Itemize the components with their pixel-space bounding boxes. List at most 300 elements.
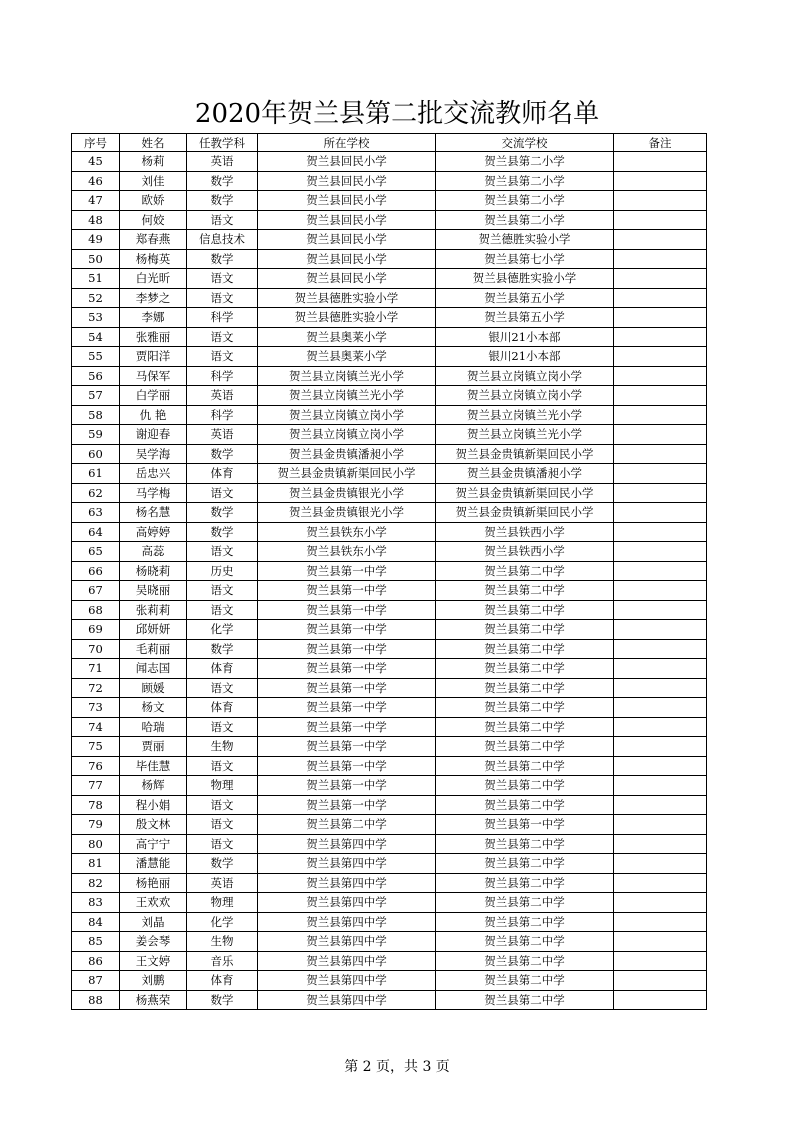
cell-name: 杨梅英 [120, 249, 187, 269]
cell-subject: 数学 [187, 444, 258, 464]
cell-remarks [614, 971, 707, 991]
cell-number: 64 [72, 522, 120, 542]
cell-subject: 物理 [187, 776, 258, 796]
cell-current-school: 贺兰县第四中学 [258, 912, 436, 932]
cell-subject: 数学 [187, 249, 258, 269]
cell-number: 66 [72, 561, 120, 581]
cell-number: 78 [72, 795, 120, 815]
cell-exchange-school: 贺兰县第二中学 [436, 834, 614, 854]
cell-name: 高宁宁 [120, 834, 187, 854]
cell-subject: 数学 [187, 639, 258, 659]
cell-exchange-school: 贺兰县第二中学 [436, 854, 614, 874]
cell-number: 71 [72, 659, 120, 679]
cell-remarks [614, 386, 707, 406]
cell-name: 殷文林 [120, 815, 187, 835]
cell-current-school: 贺兰县奥莱小学 [258, 327, 436, 347]
table-row [72, 230, 707, 250]
cell-remarks [614, 600, 707, 620]
cell-current-school: 贺兰县回民小学 [258, 210, 436, 230]
cell-exchange-school: 贺兰县金贵镇新渠回民小学 [436, 444, 614, 464]
cell-remarks [614, 366, 707, 386]
table-body [72, 152, 707, 1010]
cell-exchange-school: 贺兰县第二小学 [436, 210, 614, 230]
cell-name: 杨文 [120, 698, 187, 718]
cell-exchange-school: 贺兰县第二中学 [436, 620, 614, 640]
cell-remarks [614, 581, 707, 601]
cell-number: 82 [72, 873, 120, 893]
cell-exchange-school: 贺兰县第二中学 [436, 737, 614, 757]
cell-name: 高蕊 [120, 542, 187, 562]
table-row [72, 737, 707, 757]
cell-exchange-school: 贺兰县第五小学 [436, 288, 614, 308]
cell-remarks [614, 522, 707, 542]
cell-name: 张莉莉 [120, 600, 187, 620]
cell-exchange-school: 贺兰县第二中学 [436, 678, 614, 698]
cell-subject: 语文 [187, 756, 258, 776]
table-row [72, 249, 707, 269]
cell-name: 岳忠兴 [120, 464, 187, 484]
cell-exchange-school: 贺兰县第二中学 [436, 717, 614, 737]
cell-subject: 信息技术 [187, 230, 258, 250]
cell-current-school: 贺兰县第一中学 [258, 620, 436, 640]
cell-number: 51 [72, 269, 120, 289]
cell-number: 52 [72, 288, 120, 308]
cell-name: 刘晶 [120, 912, 187, 932]
cell-current-school: 贺兰县金贵镇新渠回民小学 [258, 464, 436, 484]
cell-subject: 语文 [187, 483, 258, 503]
cell-current-school: 贺兰县回民小学 [258, 269, 436, 289]
table-row [72, 912, 707, 932]
cell-name: 哈瑞 [120, 717, 187, 737]
cell-exchange-school: 贺兰县第二中学 [436, 795, 614, 815]
cell-subject: 英语 [187, 386, 258, 406]
cell-name: 毛莉丽 [120, 639, 187, 659]
cell-number: 48 [72, 210, 120, 230]
cell-name: 仇 艳 [120, 405, 187, 425]
cell-current-school: 贺兰县第一中学 [258, 639, 436, 659]
cell-name: 王欢欢 [120, 893, 187, 913]
cell-exchange-school: 贺兰县金贵镇潘昶小学 [436, 464, 614, 484]
cell-subject: 英语 [187, 873, 258, 893]
cell-number: 86 [72, 951, 120, 971]
cell-exchange-school: 贺兰县德胜实验小学 [436, 269, 614, 289]
cell-subject: 语文 [187, 600, 258, 620]
cell-name: 吴学海 [120, 444, 187, 464]
cell-exchange-school: 贺兰县金贵镇新渠回民小学 [436, 503, 614, 523]
table-row [72, 210, 707, 230]
cell-current-school: 贺兰县第四中学 [258, 932, 436, 952]
cell-subject: 化学 [187, 620, 258, 640]
cell-number: 65 [72, 542, 120, 562]
cell-number: 84 [72, 912, 120, 932]
header-remarks: 备注 [614, 134, 707, 152]
cell-current-school: 贺兰县第一中学 [258, 678, 436, 698]
table-row [72, 620, 707, 640]
cell-current-school: 贺兰县第一中学 [258, 561, 436, 581]
cell-name: 马保军 [120, 366, 187, 386]
table-row [72, 795, 707, 815]
cell-remarks [614, 795, 707, 815]
cell-subject: 体育 [187, 659, 258, 679]
cell-remarks [614, 698, 707, 718]
cell-remarks [614, 737, 707, 757]
cell-number: 62 [72, 483, 120, 503]
cell-name: 郑春燕 [120, 230, 187, 250]
cell-number: 50 [72, 249, 120, 269]
cell-current-school: 贺兰县第四中学 [258, 834, 436, 854]
cell-exchange-school: 贺兰德胜实验小学 [436, 230, 614, 250]
cell-subject: 数学 [187, 191, 258, 211]
cell-name: 杨辉 [120, 776, 187, 796]
cell-number: 60 [72, 444, 120, 464]
table-row [72, 327, 707, 347]
cell-subject: 数学 [187, 171, 258, 191]
table-row [72, 873, 707, 893]
cell-number: 56 [72, 366, 120, 386]
cell-remarks [614, 152, 707, 172]
cell-exchange-school: 贺兰县第一中学 [436, 815, 614, 835]
cell-remarks [614, 678, 707, 698]
table-row [72, 561, 707, 581]
cell-remarks [614, 269, 707, 289]
cell-number: 47 [72, 191, 120, 211]
cell-number: 67 [72, 581, 120, 601]
cell-remarks [614, 776, 707, 796]
cell-name: 邱妍妍 [120, 620, 187, 640]
cell-exchange-school: 贺兰县立岗镇兰光小学 [436, 425, 614, 445]
cell-remarks [614, 561, 707, 581]
cell-subject: 科学 [187, 405, 258, 425]
cell-name: 李梦之 [120, 288, 187, 308]
cell-current-school: 贺兰县回民小学 [258, 230, 436, 250]
cell-exchange-school: 贺兰县第二中学 [436, 776, 614, 796]
cell-name: 程小娟 [120, 795, 187, 815]
cell-exchange-school: 贺兰县第二小学 [436, 152, 614, 172]
cell-current-school: 贺兰县第一中学 [258, 756, 436, 776]
cell-subject: 语文 [187, 581, 258, 601]
cell-subject: 数学 [187, 854, 258, 874]
table-row [72, 503, 707, 523]
cell-current-school: 贺兰县第一中学 [258, 659, 436, 679]
table-row [72, 386, 707, 406]
header-subject: 任教学科 [187, 134, 258, 152]
cell-current-school: 贺兰县回民小学 [258, 191, 436, 211]
cell-remarks [614, 327, 707, 347]
cell-exchange-school: 贺兰县立岗镇兰光小学 [436, 405, 614, 425]
cell-remarks [614, 405, 707, 425]
cell-current-school: 贺兰县第四中学 [258, 873, 436, 893]
cell-name: 杨燕荣 [120, 990, 187, 1010]
table-row [72, 990, 707, 1010]
table-row [72, 483, 707, 503]
cell-remarks [614, 483, 707, 503]
cell-number: 75 [72, 737, 120, 757]
table-row [72, 932, 707, 952]
cell-exchange-school: 贺兰县第二中学 [436, 561, 614, 581]
table-row [72, 951, 707, 971]
cell-current-school: 贺兰县第四中学 [258, 951, 436, 971]
cell-exchange-school: 贺兰县第二小学 [436, 171, 614, 191]
cell-name: 王文婷 [120, 951, 187, 971]
cell-exchange-school: 贺兰县第二中学 [436, 600, 614, 620]
cell-subject: 语文 [187, 834, 258, 854]
cell-exchange-school: 贺兰县第二中学 [436, 639, 614, 659]
cell-current-school: 贺兰县回民小学 [258, 249, 436, 269]
cell-subject: 物理 [187, 893, 258, 913]
cell-current-school: 贺兰县第四中学 [258, 893, 436, 913]
cell-remarks [614, 230, 707, 250]
teacher-roster-table [71, 133, 707, 1010]
cell-name: 张雅丽 [120, 327, 187, 347]
cell-name: 潘慧能 [120, 854, 187, 874]
cell-subject: 语文 [187, 815, 258, 835]
table-row [72, 756, 707, 776]
cell-remarks [614, 542, 707, 562]
cell-number: 79 [72, 815, 120, 835]
cell-current-school: 贺兰县立岗镇立岗小学 [258, 405, 436, 425]
cell-current-school: 贺兰县立岗镇兰光小学 [258, 366, 436, 386]
cell-remarks [614, 171, 707, 191]
cell-current-school: 贺兰县第一中学 [258, 737, 436, 757]
cell-name: 李娜 [120, 308, 187, 328]
table-row [72, 425, 707, 445]
cell-current-school: 贺兰县金贵镇银光小学 [258, 503, 436, 523]
cell-subject: 科学 [187, 366, 258, 386]
cell-name: 欧娇 [120, 191, 187, 211]
cell-current-school: 贺兰县第四中学 [258, 854, 436, 874]
cell-remarks [614, 659, 707, 679]
cell-number: 88 [72, 990, 120, 1010]
cell-current-school: 贺兰县第一中学 [258, 717, 436, 737]
table-row [72, 347, 707, 367]
cell-subject: 生物 [187, 737, 258, 757]
cell-current-school: 贺兰县德胜实验小学 [258, 288, 436, 308]
cell-number: 61 [72, 464, 120, 484]
cell-name: 贾丽 [120, 737, 187, 757]
cell-name: 贾阳洋 [120, 347, 187, 367]
cell-exchange-school: 贺兰县第二中学 [436, 971, 614, 991]
table-row [72, 815, 707, 835]
table-row [72, 971, 707, 991]
cell-subject: 数学 [187, 990, 258, 1010]
cell-exchange-school: 贺兰县第二中学 [436, 912, 614, 932]
cell-number: 72 [72, 678, 120, 698]
cell-exchange-school: 贺兰县第五小学 [436, 308, 614, 328]
cell-current-school: 贺兰县回民小学 [258, 152, 436, 172]
cell-current-school: 贺兰县第四中学 [258, 990, 436, 1010]
cell-remarks [614, 639, 707, 659]
cell-subject: 语文 [187, 288, 258, 308]
cell-subject: 体育 [187, 464, 258, 484]
cell-name: 谢迎春 [120, 425, 187, 445]
header-name: 姓名 [120, 134, 187, 152]
cell-number: 69 [72, 620, 120, 640]
cell-subject: 语文 [187, 795, 258, 815]
cell-name: 杨名慧 [120, 503, 187, 523]
cell-number: 80 [72, 834, 120, 854]
cell-remarks [614, 347, 707, 367]
cell-subject: 英语 [187, 425, 258, 445]
cell-remarks [614, 249, 707, 269]
cell-exchange-school: 贺兰县立岗镇立岗小学 [436, 366, 614, 386]
cell-remarks [614, 893, 707, 913]
cell-name: 白学丽 [120, 386, 187, 406]
cell-current-school: 贺兰县第一中学 [258, 698, 436, 718]
cell-number: 76 [72, 756, 120, 776]
cell-remarks [614, 756, 707, 776]
header-number: 序号 [72, 134, 120, 152]
cell-number: 63 [72, 503, 120, 523]
cell-subject: 语文 [187, 269, 258, 289]
cell-subject: 语文 [187, 327, 258, 347]
cell-subject: 语文 [187, 210, 258, 230]
cell-number: 74 [72, 717, 120, 737]
cell-remarks [614, 308, 707, 328]
cell-exchange-school: 贺兰县第二中学 [436, 873, 614, 893]
cell-remarks [614, 990, 707, 1010]
cell-number: 54 [72, 327, 120, 347]
table-row [72, 464, 707, 484]
cell-number: 87 [72, 971, 120, 991]
cell-name: 何姣 [120, 210, 187, 230]
cell-exchange-school: 贺兰县第二中学 [436, 951, 614, 971]
cell-exchange-school: 贺兰县第二中学 [436, 698, 614, 718]
table-row [72, 581, 707, 601]
cell-number: 53 [72, 308, 120, 328]
cell-name: 杨莉 [120, 152, 187, 172]
cell-name: 高婷婷 [120, 522, 187, 542]
table-row [72, 659, 707, 679]
cell-number: 85 [72, 932, 120, 952]
cell-number: 59 [72, 425, 120, 445]
table-row [72, 522, 707, 542]
table-row [72, 288, 707, 308]
cell-subject: 英语 [187, 152, 258, 172]
table-row [72, 698, 707, 718]
cell-current-school: 贺兰县第一中学 [258, 795, 436, 815]
cell-name: 吴晓丽 [120, 581, 187, 601]
cell-exchange-school: 贺兰县铁西小学 [436, 542, 614, 562]
cell-number: 68 [72, 600, 120, 620]
cell-remarks [614, 717, 707, 737]
cell-current-school: 贺兰县铁东小学 [258, 542, 436, 562]
table-row [72, 678, 707, 698]
table-row [72, 854, 707, 874]
cell-name: 杨艳丽 [120, 873, 187, 893]
cell-current-school: 贺兰县回民小学 [258, 171, 436, 191]
cell-current-school: 贺兰县第一中学 [258, 776, 436, 796]
cell-name: 姜会琴 [120, 932, 187, 952]
cell-number: 81 [72, 854, 120, 874]
cell-number: 58 [72, 405, 120, 425]
cell-exchange-school: 贺兰县第二中学 [436, 659, 614, 679]
cell-remarks [614, 288, 707, 308]
cell-name: 刘佳 [120, 171, 187, 191]
cell-number: 46 [72, 171, 120, 191]
cell-remarks [614, 834, 707, 854]
cell-subject: 生物 [187, 932, 258, 952]
table-row [72, 171, 707, 191]
cell-name: 杨晓莉 [120, 561, 187, 581]
cell-subject: 体育 [187, 698, 258, 718]
cell-remarks [614, 912, 707, 932]
cell-exchange-school: 贺兰县第二中学 [436, 581, 614, 601]
cell-exchange-school: 贺兰县第二中学 [436, 932, 614, 952]
cell-subject: 数学 [187, 503, 258, 523]
cell-number: 57 [72, 386, 120, 406]
cell-name: 白光昕 [120, 269, 187, 289]
header-exchange-school: 交流学校 [436, 134, 614, 152]
cell-name: 闻志国 [120, 659, 187, 679]
cell-exchange-school: 贺兰县第二中学 [436, 756, 614, 776]
cell-number: 55 [72, 347, 120, 367]
cell-subject: 语文 [187, 717, 258, 737]
cell-exchange-school: 贺兰县金贵镇新渠回民小学 [436, 483, 614, 503]
header-current-school: 所在学校 [258, 134, 436, 152]
cell-subject: 化学 [187, 912, 258, 932]
table-row [72, 717, 707, 737]
table-row [72, 308, 707, 328]
table-row [72, 542, 707, 562]
table-row [72, 191, 707, 211]
cell-remarks [614, 191, 707, 211]
table-row [72, 269, 707, 289]
cell-current-school: 贺兰县第二中学 [258, 815, 436, 835]
cell-exchange-school: 银川21小本部 [436, 327, 614, 347]
cell-remarks [614, 854, 707, 874]
cell-current-school: 贺兰县立岗镇兰光小学 [258, 386, 436, 406]
cell-current-school: 贺兰县奥莱小学 [258, 347, 436, 367]
page-footer: 第 2 页，共 3 页 [344, 1059, 450, 1075]
table-row [72, 776, 707, 796]
cell-remarks [614, 873, 707, 893]
cell-exchange-school: 贺兰县立岗镇立岗小学 [436, 386, 614, 406]
cell-remarks [614, 210, 707, 230]
cell-name: 马学梅 [120, 483, 187, 503]
cell-remarks [614, 425, 707, 445]
table-row [72, 600, 707, 620]
cell-name: 刘鹏 [120, 971, 187, 991]
cell-current-school: 贺兰县第四中学 [258, 971, 436, 991]
cell-current-school: 贺兰县第一中学 [258, 600, 436, 620]
cell-number: 77 [72, 776, 120, 796]
cell-remarks [614, 444, 707, 464]
cell-remarks [614, 815, 707, 835]
cell-number: 45 [72, 152, 120, 172]
cell-subject: 语文 [187, 347, 258, 367]
cell-number: 73 [72, 698, 120, 718]
table-row [72, 639, 707, 659]
cell-remarks [614, 503, 707, 523]
table-row [72, 893, 707, 913]
cell-subject: 数学 [187, 522, 258, 542]
cell-remarks [614, 932, 707, 952]
cell-remarks [614, 464, 707, 484]
cell-subject: 音乐 [187, 951, 258, 971]
cell-exchange-school: 贺兰县铁西小学 [436, 522, 614, 542]
cell-current-school: 贺兰县第一中学 [258, 581, 436, 601]
cell-name: 毕佳慧 [120, 756, 187, 776]
cell-exchange-school: 银川21小本部 [436, 347, 614, 367]
table-row [72, 834, 707, 854]
cell-subject: 体育 [187, 971, 258, 991]
cell-remarks [614, 620, 707, 640]
cell-name: 顾媛 [120, 678, 187, 698]
document-title: 2020年贺兰县第二批交流教师名单 [194, 99, 600, 129]
cell-exchange-school: 贺兰县第二中学 [436, 893, 614, 913]
cell-current-school: 贺兰县金贵镇银光小学 [258, 483, 436, 503]
cell-subject: 语文 [187, 542, 258, 562]
